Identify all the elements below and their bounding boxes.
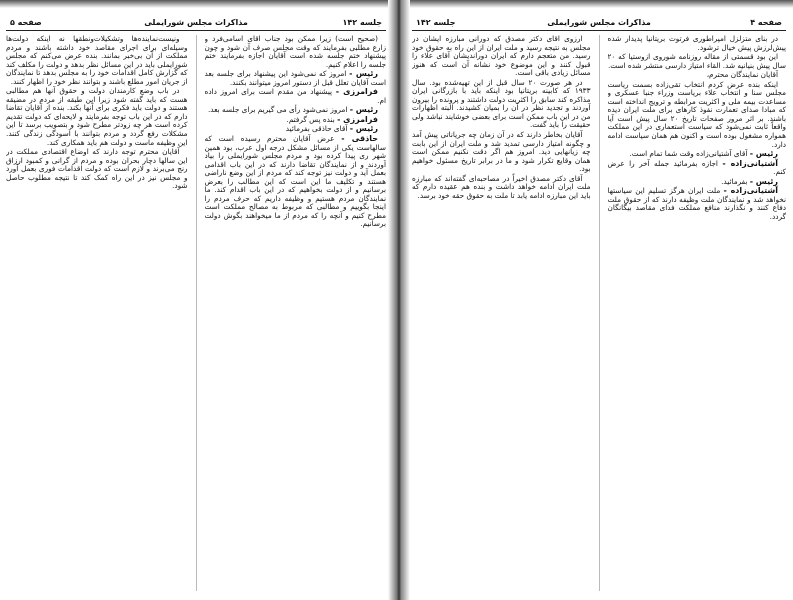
paragraph-text: ونیست‌نماینده‌ها وتشکیلات‌ونطقها نه اینکه دولت‌ها وسیله‌ای برای اجرای مقاصد خود داشته باشند و مردم مملکت از آن بی‌خبر بمانند. بنده عرض می‌کنم که مجلس شورایملی باید در این مسائل نظر بدهد و دولت را مکلف کند که گزارش کامل اقدامات خود را به مجلس بدهد تا نمایندگان از جریان امور مطلع باشند و بتوانند نظر خود را اظهار کنند. [6,35,188,86]
paragraph [6,35,188,86]
paragraph [412,175,591,201]
speaker-name: آشتیانی‌زاده - [722,158,779,168]
paragraph-text: آقایان محترم توجه دارند که اوضاع اقتصادی مملکت در این سالها دچار بحران بوده و مردم از گرانی و کمبود ارزاق رنج می‌برند و لازم است که دولت اقدامات فوری بعمل آورد و مجلس نیز در این راه کمک کند تا نتیجه مطلوب حاصل شود. [6,147,188,191]
session-number: جلسه ۱۴۲ [342,18,382,27]
paragraph [412,79,591,130]
session-number: جلسه ۱۴۲ [416,18,456,27]
paragraph [6,148,188,191]
paragraph-text: در بنای متزلزل امپراطوری فرتوت بریتانیا پدیدار شده پیش‌لرزش پیش خیال ترشود. [607,35,786,52]
page-number: صفحه ۵ [10,18,42,27]
paragraph-text: پیشنهاد من مقدم است برای امروز داده ام. [204,87,386,105]
paragraph-text: بفرمائید. [721,176,748,186]
speaker-name: رئیس - [349,69,379,79]
paragraph [412,131,591,174]
paragraph-text: آقای حاذقی بفرمائید [285,124,348,134]
paragraph-text: امروز نمی‌شود رأی می گیریم برای جلسه بعد. [207,105,348,115]
speaker-name: فرامرزی - [335,87,378,97]
speaker-name: آشتیانی‌زاده - [723,186,779,196]
paragraph [608,187,787,221]
paragraph [6,87,188,147]
right-page [412,14,786,594]
paragraph [205,135,387,229]
page-number: صفحه ۴ [750,18,782,27]
paragraph-text: آقایان نمایندگان محترم، [706,70,778,80]
speaker-name: رئیس - [349,105,378,115]
running-title: مذاکرات مجلس شورایملی [547,18,651,27]
paragraph-text: در هر صورت ۲۰ سال قبل از این تهیه‌شده بود. سال ۱۹۳۳ که کابینه بریتانیا بود اینکه باید با بازرگانی ایران مذاکره کند سابق را اکثریت دولت داشتند و پرونده را بیرون آوردند و تجدید نظر در آن را بمیان کشیدند. البته اظهارات من در این باب ممکن است برای بعضی خوشایند نباشد ولی حقیقت را باید گفت. [412,77,591,130]
paragraph [608,35,787,52]
text-column [412,35,591,591]
paragraph-text: (صحیح است) زیرا ممکن بود جناب آقای اسامی‌فرد و زارع مطلبی بفرمایند که وقت مجلس صرف آن شود و چون پیشنهاد ختم جلسه شده است آقایان اجازه بفرمایند ختم جلسه را اعلام کنیم. [204,35,386,69]
speaker-name: رئیس - [349,124,378,134]
paragraph-text: آقای دکتر مصدق اخیراً در مصاحبه‌ای گفته‌اند که مبارزه ملت ایران ادامه خواهد داشت و بنده هم عقیده دارم که باید این مبارزه ادامه یابد تا ملت به حقوق حقه خود برسد. [412,173,591,200]
paragraph [608,81,787,149]
paragraph [205,70,387,87]
paragraph [608,178,787,187]
book-gutter [388,0,410,600]
paragraph-text: عرض آقایان محترم رسیده است که سالهاست یکی از مسائل مشکل درجه اول عرب، بود همین شهر ری پیدا کرده بود و مردم مجلس شورایملی را بیاد آوردند و از نمایندگان تقاضا دارند که در این باب اقدامی بعمل آید و دولت نیز توجه کند که مردم از این وضع ناراضی هستند و تکلیف ما این است که این مطالب را بعرض برسانیم و از دولت بخواهیم که در این باب اقدام کند. ما نمایندگان مردم هستیم و وظیفه داریم که حرف مردم را اینجا بگوییم و مطالبی که مربوط به مصالح مملکت است مطرح کنیم و آنچه را که مردم از ما میخواهند بگوش دولت برسانیم. [204,134,386,229]
column-divider [599,35,600,591]
running-title: مذاکرات مجلس شورایملی [144,18,248,27]
column-divider [196,35,197,591]
paragraph [205,88,387,105]
paragraph-text: بنده پس گرفتم. [286,114,335,124]
paragraph-text: آرزوی آقای دکتر مصدق که دورانی مبارزه ایشان در مجلس به نتیجه رسید و ملت ایران از این راه به حقوق خود رسید. من متعجم دارم که ایران دوراندیشان آقای علاء را قبول کنند و این موضوع خود نشانه آن است که هنوز مسائل زیادی باقی است. [412,35,591,78]
text-column [608,35,787,591]
text-column [205,35,387,591]
speaker-name: رئیس - [749,149,778,159]
speaker-name: حاذقی - [341,134,379,144]
text-column [6,35,188,591]
paragraph [608,150,787,159]
page-header [412,14,786,31]
speaker-name: فرامرزی - [337,114,378,124]
page-header [6,14,386,31]
paragraph [412,35,591,78]
paragraph [205,125,387,134]
left-page [6,14,386,594]
paragraph [608,160,787,177]
paragraph-text: امروز که نمی‌شود این پیشنهاد برای جلسه بعد است آقایان تعلل قبل از دستور امروز میتوانند بکنند. [204,69,386,87]
paragraph-text: این بود قسمتی از مقاله روزنامه شوروی ازوستیا که ۲۰ سال پیش بنیانیه شد. القاء امتیاز دارسی منتشر شده است. [607,52,786,70]
paragraph [205,35,387,69]
paragraph-text: ملت ایران هرگز تسلیم این سیاستها نخواهد شد و نمایندگان ملت وظیفه دارند که از حقوق ملت دفاع کنند و نگذارند منافع مملکت فدای مقاصد بیگانگان گردد. [607,186,786,221]
paragraph-text: آقای آشتیانی‌زاده وقت شما تمام است. [629,149,748,159]
paragraph [608,53,787,70]
paragraph-text: در باب وضع کارمندان دولت و حقوق آنها هم مطالبی هست که باید گفته شود زیرا این طبقه از مردم در مضیقه هستند و دولت باید فکری برای آنها بکند. بنده از آقایان تقاضا دارم که در این باب توجه بفرمایند و لایحه‌ای که دولت تقدیم کرده است هر چه زودتر مطرح شود و بتصویب برسد تا این مشکلات رفع گردد و مردم بتوانند با آسودگی زندگی کنند. این وظیفه ماست و دولت هم باید همکاری کند. [6,86,188,147]
paragraph [608,71,787,80]
paragraph-text: اجازه بفرمائید جمله آخر را عرض کنم. [607,158,786,177]
speaker-name: رئیس - [749,176,778,186]
paragraph [205,106,387,115]
paragraph-text: آقایان بخاطر دارند که در آن زمان چه جریاناتی پیش آمد و چگونه امتیاز دارسی تمدید شد و ملت ایران از این بابت چه زیانهایی دید. امروز هم اگر دقت نکنیم ممکن است همان وقایع تکرار شود و ما در برابر تاریخ مسئول خواهیم بود. [412,130,591,174]
paragraph-text: اینکه بنده عرض کردم انتخاب تقی‌زاده بسمت ریاست مجلس سنا و انتخاب علاء بریاست وزراء جنبا عسکری و مساعدت بیمه ملی و اکثریت مرابطه و ترویج انداخته است که مبادا صدای تعمارت نفوذ کارهای برای ملت ایران دیده باشند. بر اثر مرور صفحات تاریخ ۲۰ سال پیش است آیا واقعاً ثابت نمی‌شود که سیاست استعماری در این مملکت همواره مشغول بوده است و اکنون هم همان سیاست ادامه دارد. [607,79,786,149]
